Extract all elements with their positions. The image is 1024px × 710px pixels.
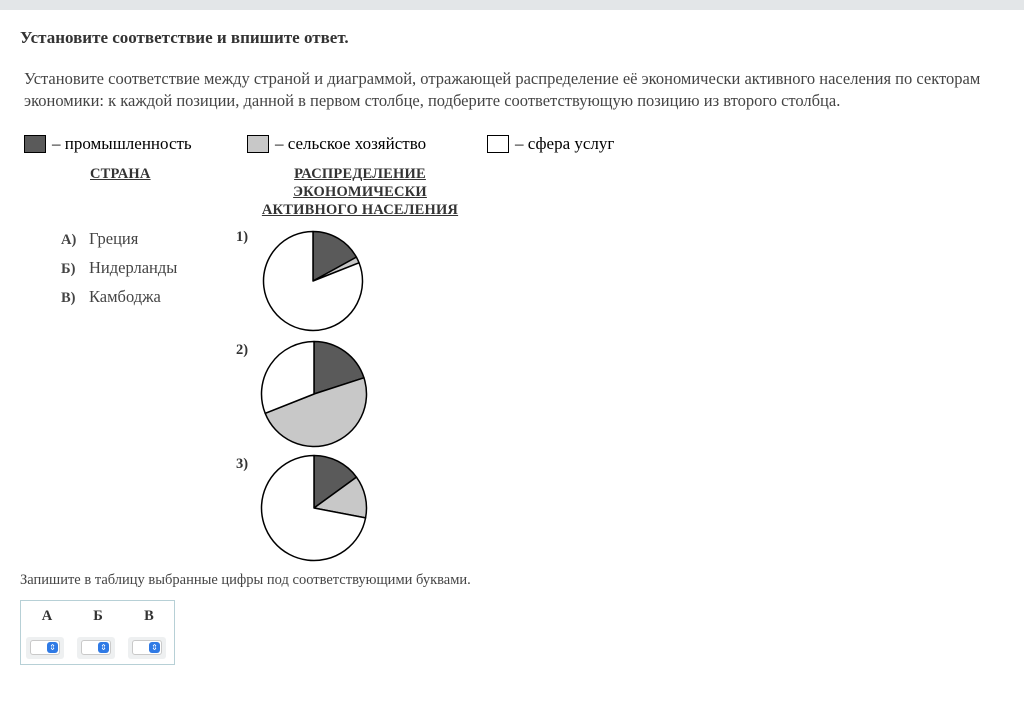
answer-select-a[interactable] — [30, 640, 60, 655]
column-heading-line: РАСПРЕДЕЛЕНИЕ — [294, 166, 426, 182]
column-heading-distribution — [245, 165, 475, 219]
answer-header-a: А — [41, 608, 53, 624]
country-name: Нидерланды — [89, 258, 178, 277]
top-bar — [0, 0, 1024, 10]
answer-cell-b — [77, 637, 115, 659]
country-letter: Б) — [61, 261, 76, 277]
pie-chart-2 — [260, 340, 368, 448]
country-letter: В) — [61, 290, 76, 306]
answer-cell-a — [26, 637, 64, 659]
pie-chart-1 — [262, 230, 364, 332]
column-heading-line: АКТИВНОГО НАСЕЛЕНИЯ — [261, 202, 459, 218]
country-item — [61, 258, 177, 278]
legend-item-industry — [24, 133, 192, 155]
legend-label-services: – сфера услуг — [515, 134, 615, 153]
task-heading: Установите соответствие и впишите ответ. — [20, 28, 349, 47]
chart-number: 2) — [236, 342, 249, 358]
answer-header-v: В — [144, 608, 154, 624]
country-name: Камбоджа — [89, 287, 161, 306]
answer-header-b: Б — [93, 608, 103, 624]
column-heading-line: ЭКОНОМИЧЕСКИ — [293, 184, 427, 200]
country-letter: А) — [61, 232, 77, 248]
answer-cell-v — [128, 637, 166, 659]
chart-number: 1) — [236, 229, 249, 245]
select-arrows-icon: ⇕ — [149, 642, 160, 653]
task-statement: Установите соответствие между страной и диаграммой, отражающей распределение её экономически активного населения по секторам экономики: к каждой позиции, данной в первом столбце, подберите соответствующую позицию из второго столбца. — [24, 69, 981, 110]
country-item — [61, 229, 138, 249]
legend-item-agriculture — [247, 133, 426, 155]
answer-select-b[interactable] — [81, 640, 111, 655]
country-name: Греция — [89, 229, 139, 248]
legend-swatch-services — [487, 135, 509, 153]
select-arrows-icon: ⇕ — [47, 642, 58, 653]
answer-table — [20, 600, 175, 665]
country-item — [61, 287, 161, 307]
legend-label-industry: – промышленность — [52, 134, 192, 153]
legend-label-agriculture: – сельское хозяйство — [275, 134, 427, 153]
legend-swatch-industry — [24, 135, 46, 153]
chart-number: 3) — [236, 456, 249, 472]
pie-chart-3 — [260, 454, 368, 562]
legend-item-services — [487, 133, 614, 155]
column-heading-country: СТРАНА — [90, 166, 151, 182]
answer-select-v[interactable] — [132, 640, 162, 655]
select-arrows-icon: ⇕ — [98, 642, 109, 653]
answer-instruction: Запишите в таблицу выбранные цифры под соответствующими буквами. — [20, 572, 471, 588]
legend-swatch-agriculture — [247, 135, 269, 153]
